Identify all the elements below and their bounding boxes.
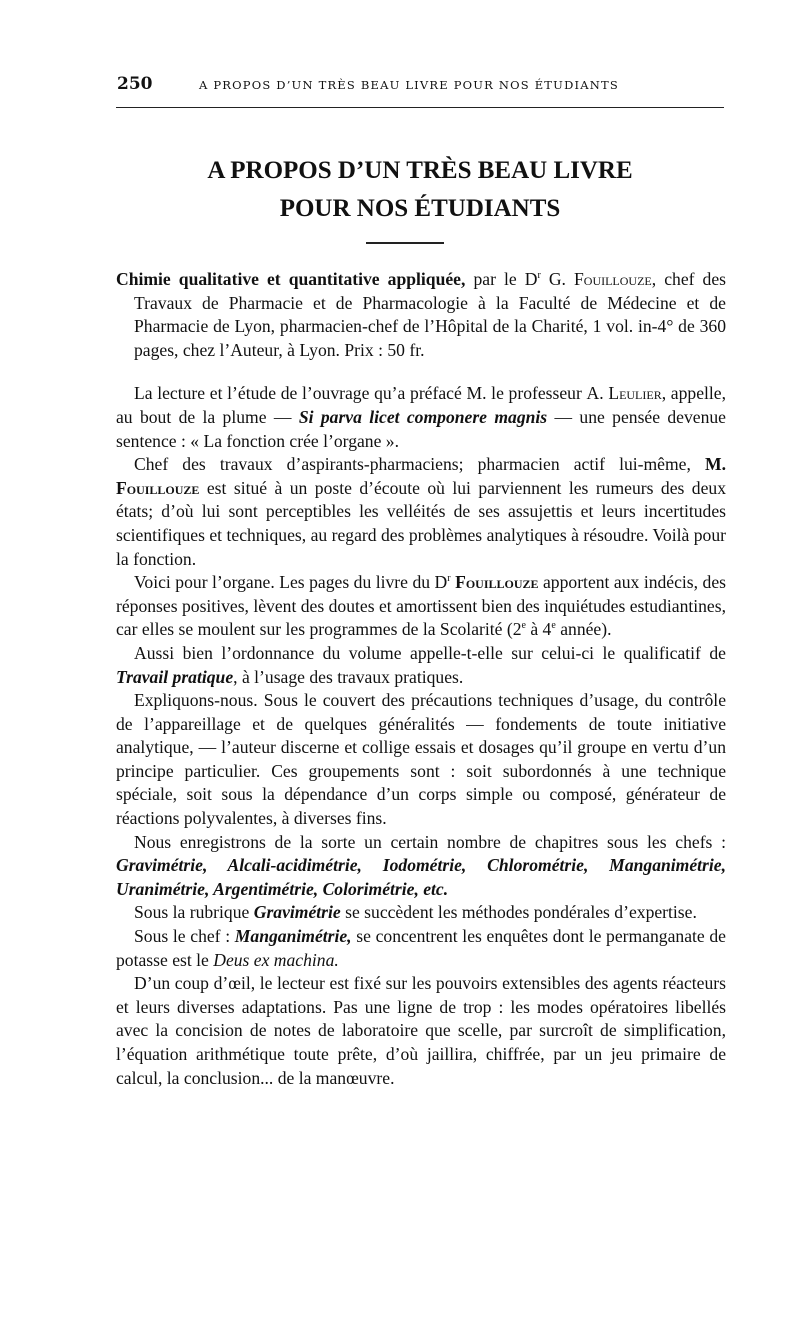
article-title-line-1: A PROPOS D’UN TRÈS BEAU LIVRE	[207, 157, 633, 184]
page-number: 250	[117, 74, 153, 94]
paragraph-6: Sous la rubrique Gravimétrie se succèdent les méthodes pondérales d’expertise.	[134, 902, 697, 923]
article-body	[116, 268, 726, 1090]
paragraph-5: Nous enregistrons de la sorte un certain nombre de chapitres sous les chefs : Gravimétrie, Alcali-acidimétrie, Iodométrie, Chlorométrie, Manganimétrie, Uranimétrie, Argentimétrie, Colorimétrie, etc.	[116, 831, 726, 899]
paragraph-7: Sous le chef : Manganimétrie, se concentrent les enquêtes dont le permanganate de potasse est le Deus ex machina.	[116, 926, 726, 970]
paragraph-3: Aussi bien l’ordonnance du volume appelle-t-elle sur celui-ci le qualificatif de Travail pratique, à l’usage des travaux pratiques.	[116, 642, 726, 687]
book-title: Chimie qualitative et quantitative appliquée,	[116, 269, 466, 289]
paragraph-2: Voici pour l’organe. Les pages du livre du $D^r$ Fouillouze apportent aux indécis, des réponses positives, lèvent des doutes et amortissent bien des inquiétudes estudiantines, car elles se moulent sur les programmes de la Scolarité (2e à 4e année).	[116, 572, 726, 640]
bibliographic-entry: Chimie qualitative et quantitative appliquée, par le $D^r$ G. Fouillouze, chef des Travaux de Pharmacie et de Pharmacologie à la Faculté de Médecine et de Pharmacie de Lyon, pharmacien-chef de l’Hôpital de la Charité, 1 vol. in-4° de 360 pages, chez l’Auteur, à Lyon. Prix : 50 fr.	[116, 269, 726, 360]
paragraph-1b: Chef des travaux d’aspirants-pharmaciens; pharmacien actif lui-même, M. Fouillouze est situé à un poste d’écoute où lui parviennent les rumeurs des deux états; d’où lui sont perceptibles les velléités de ses assujettis et leurs incertitudes scientifiques et techniques, au regard des problèmes analytiques à résoudre. Voilà pour la fonction.	[116, 454, 726, 569]
running-title: A PROPOS D’UN TRÈS BEAU LIVRE POUR NOS ÉTUDIANTS	[199, 78, 619, 92]
paragraph-1: La lecture et l’étude de l’ouvrage qu’a préfacé M. le professeur A. Leulier, appelle, au bout de la plume — Si parva licet componere magnis — une pensée devenue sentence : « La fonction crée l’organe ».	[116, 383, 727, 451]
running-head	[117, 74, 725, 98]
book-details: chef des Travaux de Pharmacie et de Pharmacologie à la Faculté de Médecine et de Pharmacie de Lyon, pharmacien-chef de l’Hôpital de la Charité, 1 vol. in-4° de 360 pages, chez l’Auteur, à Lyon. Prix : 50 fr.	[134, 269, 726, 360]
article-title-line-2: POUR NOS ÉTUDIANTS	[279, 195, 561, 222]
book-author: G. Fouillouze,	[540, 269, 657, 289]
header-rule	[116, 107, 724, 108]
article-title	[116, 152, 724, 228]
paragraph-8: D’un coup d’œil, le lecteur est fixé sur les pouvoirs extensibles des agents réacteurs et leurs diverses adaptations. Pas une ligne de trop : les modes opératoires libellés avec la concision de notes de laboratoire que scelle, par surcroît de simplification, l’équation arithmétique toute prête, d’où jaillira, chiffrée, par un jeu primaire de calcul, la conclusion... de la manœuvre.	[116, 973, 726, 1088]
title-rule	[366, 242, 444, 244]
paragraph-4: Expliquons-nous. Sous le couvert des précautions techniques d’usage, du contrôle de l’appareillage et de quelques généralités — fondements de toute initiative analytique, — l’auteur discerne et collige essais et dosages qu’il groupe en vertu d’un principe particulier. Ces groupements sont : soit subordonnés à une technique spéciale, soit sous la dépendance d’un corps simple ou composé, générateur de réactions polyvalentes, à diverses fins.	[116, 690, 726, 829]
